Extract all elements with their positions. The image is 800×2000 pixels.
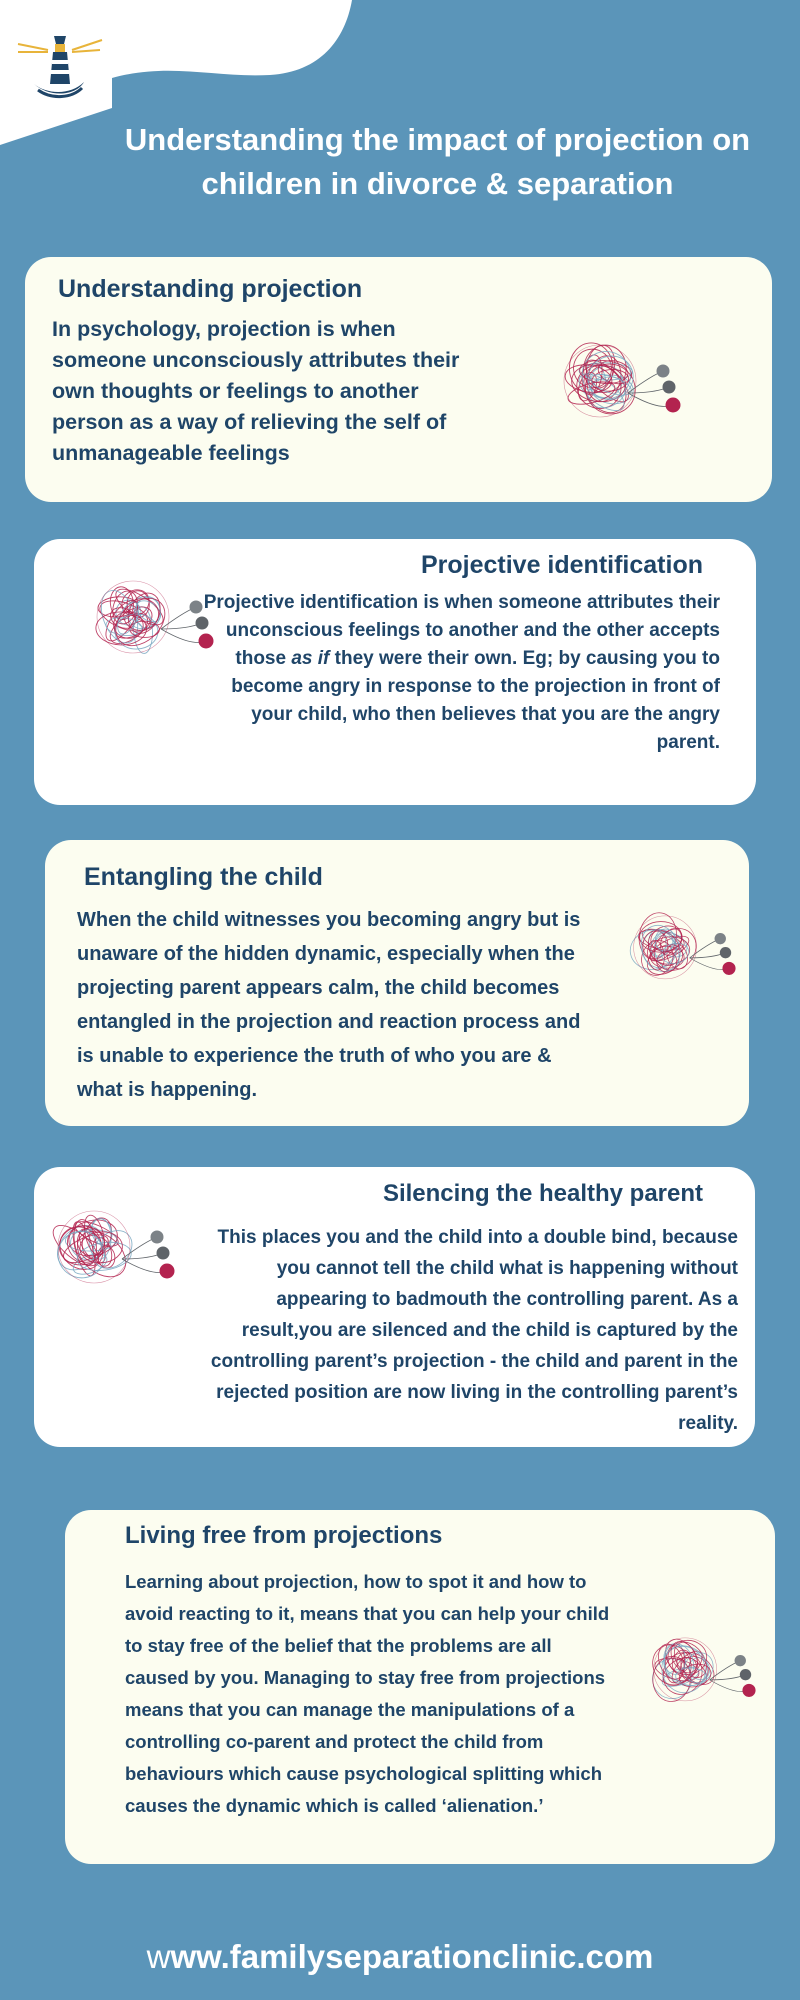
section-title: Living free from projections: [125, 1522, 443, 1549]
tangled-yarn-icon: [637, 1622, 777, 1722]
section-card-living-free: [65, 1510, 775, 1864]
section-body: When the child witnesses you becoming angry but is unaware of the hidden dynamic, especially when the projecting parent appears calm, the child becomes entangled in the projection and reaction process and is unable to experience the truth of who you are & what is happening.: [77, 909, 581, 1101]
lighthouse-icon: [0, 0, 112, 108]
section-card-projective-identification: [34, 539, 756, 805]
section-title: Silencing the healthy parent: [382, 1180, 703, 1207]
section-body: Learning about projection, how to spot it and how to avoid reacting to it, means that you can help your child to stay free of the belief that the problems are all caused by you. Managing to stay free from projections means that you can manage the manipulations of a controlling co-parent and protect the child from behaviours which cause psychological splitting which causes the dynamic which is called ‘alienation.’: [125, 1571, 610, 1816]
section-body: This places you and the child into a double bind, because you cannot tell the child what is happening without appearing to badmouth the controlling parent. As a result,you are silenced and the child is captured by the controlling parent’s projection - the child and parent in the rejected position are now living in the controlling parent’s reality.: [210, 1227, 738, 1434]
lighthouse-logo[interactable]: [0, 0, 112, 108]
section-body: In psychology, projection is when someone unconsciously attributes their own thoughts or feelings to another person as a way of relieving the self of unmanageable feelings: [52, 317, 460, 465]
section-body: Projective identification is when someone attributes their unconscious feelings to another and the other accepts those as if they were their own. Eg; by causing you to become angry in response to the projection in front of your child, who then believes that you are the angry parent.: [203, 592, 720, 753]
tangled-yarn-icon: [39, 1195, 199, 1305]
section-title: Projective identification: [420, 551, 703, 579]
section-title: Entangling the child: [84, 863, 323, 891]
tangled-yarn-icon: [545, 329, 705, 439]
tangled-yarn-icon: [78, 565, 238, 675]
section-card-entangling-the-child: [45, 840, 749, 1126]
section-card-silencing-the-healthy-parent: [34, 1167, 755, 1447]
section-title: Understanding projection: [58, 275, 363, 303]
website-url-link[interactable]: www.familyseparationclinic.com: [146, 1938, 654, 1975]
tangled-yarn-icon: [617, 900, 757, 1000]
page-title: Understanding the impact of projection on children in divorce & separation: [124, 122, 751, 201]
section-card-understanding-projection: [25, 257, 772, 502]
